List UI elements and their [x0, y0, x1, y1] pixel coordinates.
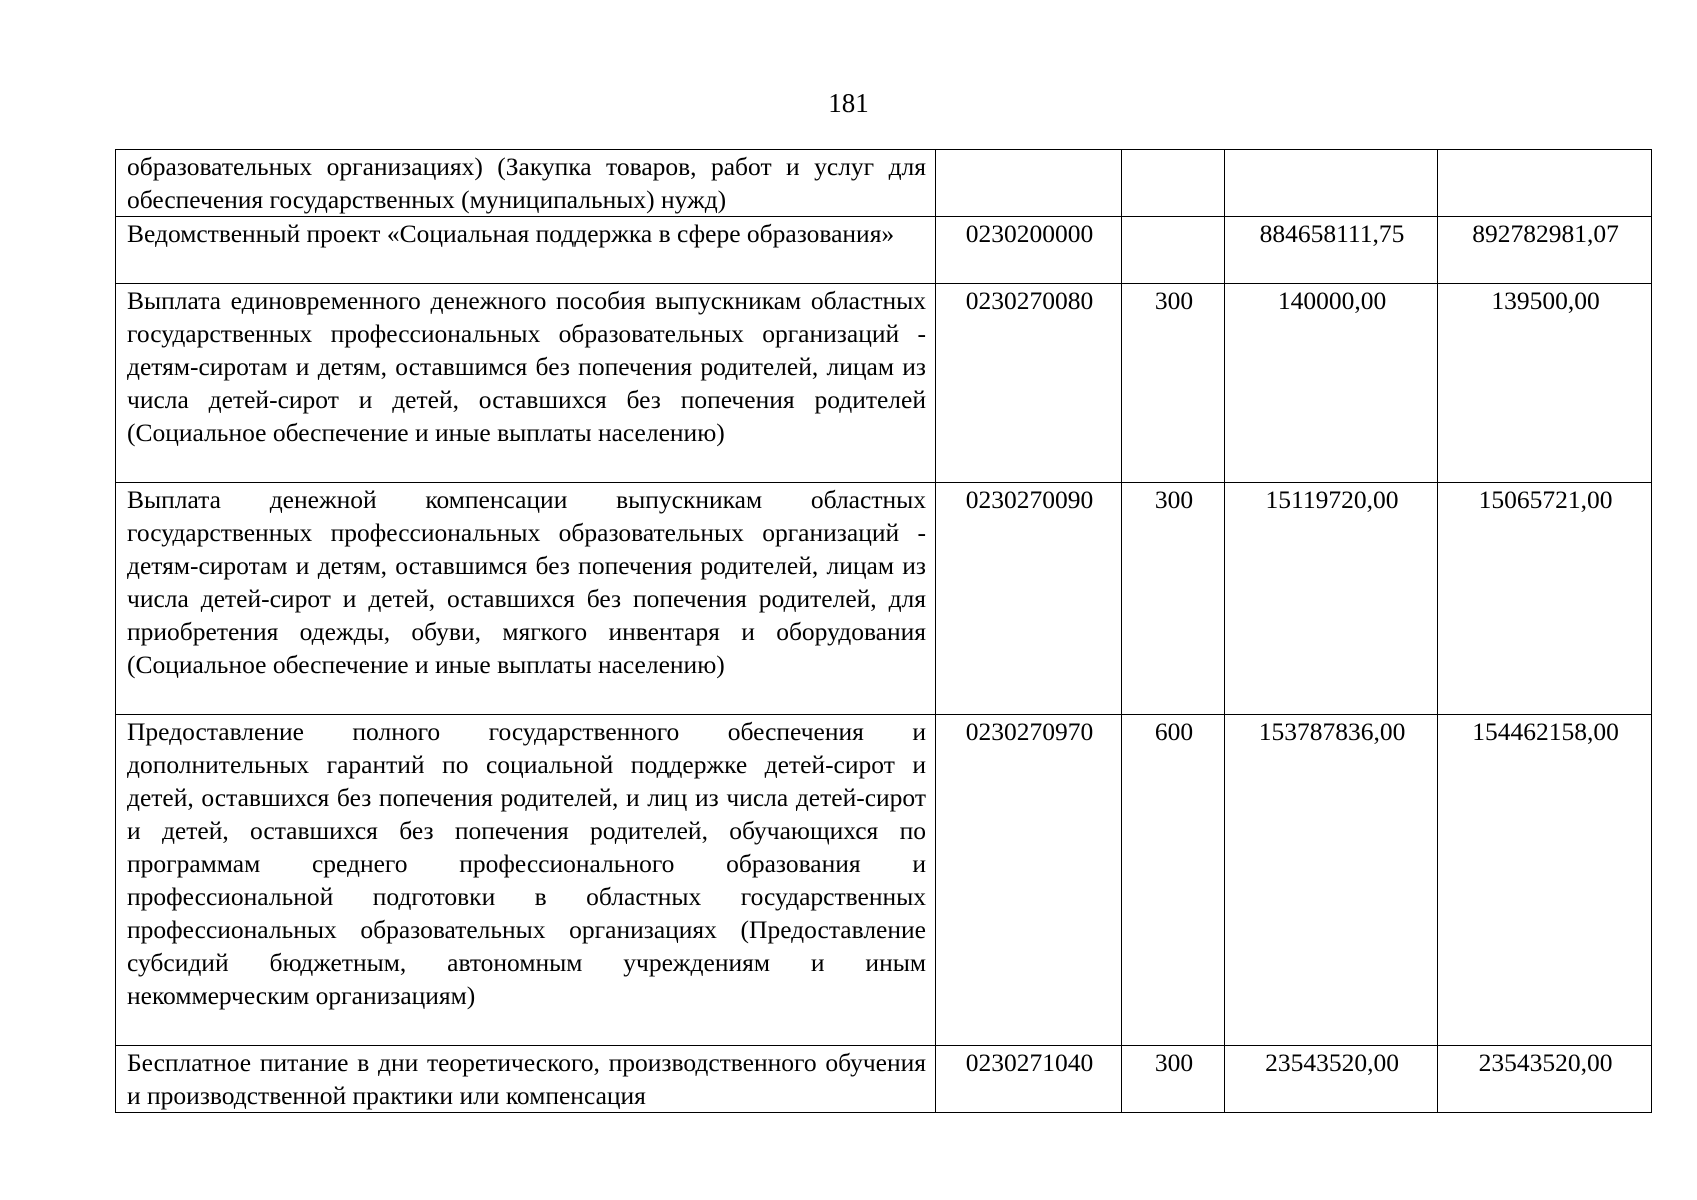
page-number: 181	[828, 88, 869, 118]
row-expense-type: 300	[1122, 284, 1225, 483]
table-row	[116, 150, 1652, 217]
row-amount-1	[1225, 150, 1438, 217]
table-row	[116, 483, 1652, 715]
row-expense-type: 600	[1122, 715, 1225, 1046]
row-description: Выплата денежной компенсации выпускникам областных государственных профессиональных образовательных организаций - детям-сиротам и детям, оставшимся без попечения родителей, лицам из числа детей-сирот и детей, оставшихся без попечения родителей, для приобретения одежды, обуви, мягкого инвентаря и оборудования (Социальное обеспечение и иные выплаты населению)	[116, 483, 936, 715]
row-expense-type	[1122, 150, 1225, 217]
row-description: Ведомственный проект «Социальная поддержка в сфере образования»	[116, 217, 936, 284]
row-description: Предоставление полного государственного обеспечения и дополнительных гарантий по социальной поддержке детей-сирот и детей, оставшихся без попечения родителей, и лиц из числа детей-сирот и детей, оставшихся без попечения родителей, обучающихся по программам среднего профессионального образования и профессиональной подготовки в областных государственных профессиональных образовательных организациях (Предоставление субсидий бюджетным, автономным учреждениям и иным некоммерческим организациям)	[116, 715, 936, 1046]
table-row	[116, 217, 1652, 284]
row-amount-1: 23543520,00	[1225, 1046, 1438, 1113]
row-amount-2: 139500,00	[1438, 284, 1652, 483]
row-description: Бесплатное питание в дни теоретического, производственного обучения и производственной практики или компенсация	[116, 1046, 936, 1113]
row-expense-type: 300	[1122, 1046, 1225, 1113]
row-description: образовательных организациях) (Закупка товаров, работ и услуг для обеспечения государственных (муниципальных) нужд)	[116, 150, 936, 217]
row-target-code: 0230270090	[936, 483, 1122, 715]
table-row	[116, 284, 1652, 483]
row-amount-1: 884658111,75	[1225, 217, 1438, 284]
row-amount-2: 15065721,00	[1438, 483, 1652, 715]
row-amount-2: 892782981,07	[1438, 217, 1652, 284]
row-description: Выплата единовременного денежного пособия выпускникам областных государственных профессиональных образовательных организаций - детям-сиротам и детям, оставшимся без попечения родителей, лицам из числа детей-сирот и детей, оставшихся без попечения родителей (Социальное обеспечение и иные выплаты населению)	[116, 284, 936, 483]
table-row	[116, 715, 1652, 1046]
row-amount-2: 23543520,00	[1438, 1046, 1652, 1113]
row-target-code: 0230271040	[936, 1046, 1122, 1113]
row-expense-type: 300	[1122, 483, 1225, 715]
row-amount-2	[1438, 150, 1652, 217]
row-expense-type	[1122, 217, 1225, 284]
row-amount-1: 140000,00	[1225, 284, 1438, 483]
row-target-code	[936, 150, 1122, 217]
row-amount-1: 15119720,00	[1225, 483, 1438, 715]
row-amount-2: 154462158,00	[1438, 715, 1652, 1046]
budget-table	[115, 149, 1652, 1113]
row-amount-1: 153787836,00	[1225, 715, 1438, 1046]
row-target-code: 0230270970	[936, 715, 1122, 1046]
table-row	[116, 1046, 1652, 1113]
row-target-code: 0230270080	[936, 284, 1122, 483]
row-target-code: 0230200000	[936, 217, 1122, 284]
